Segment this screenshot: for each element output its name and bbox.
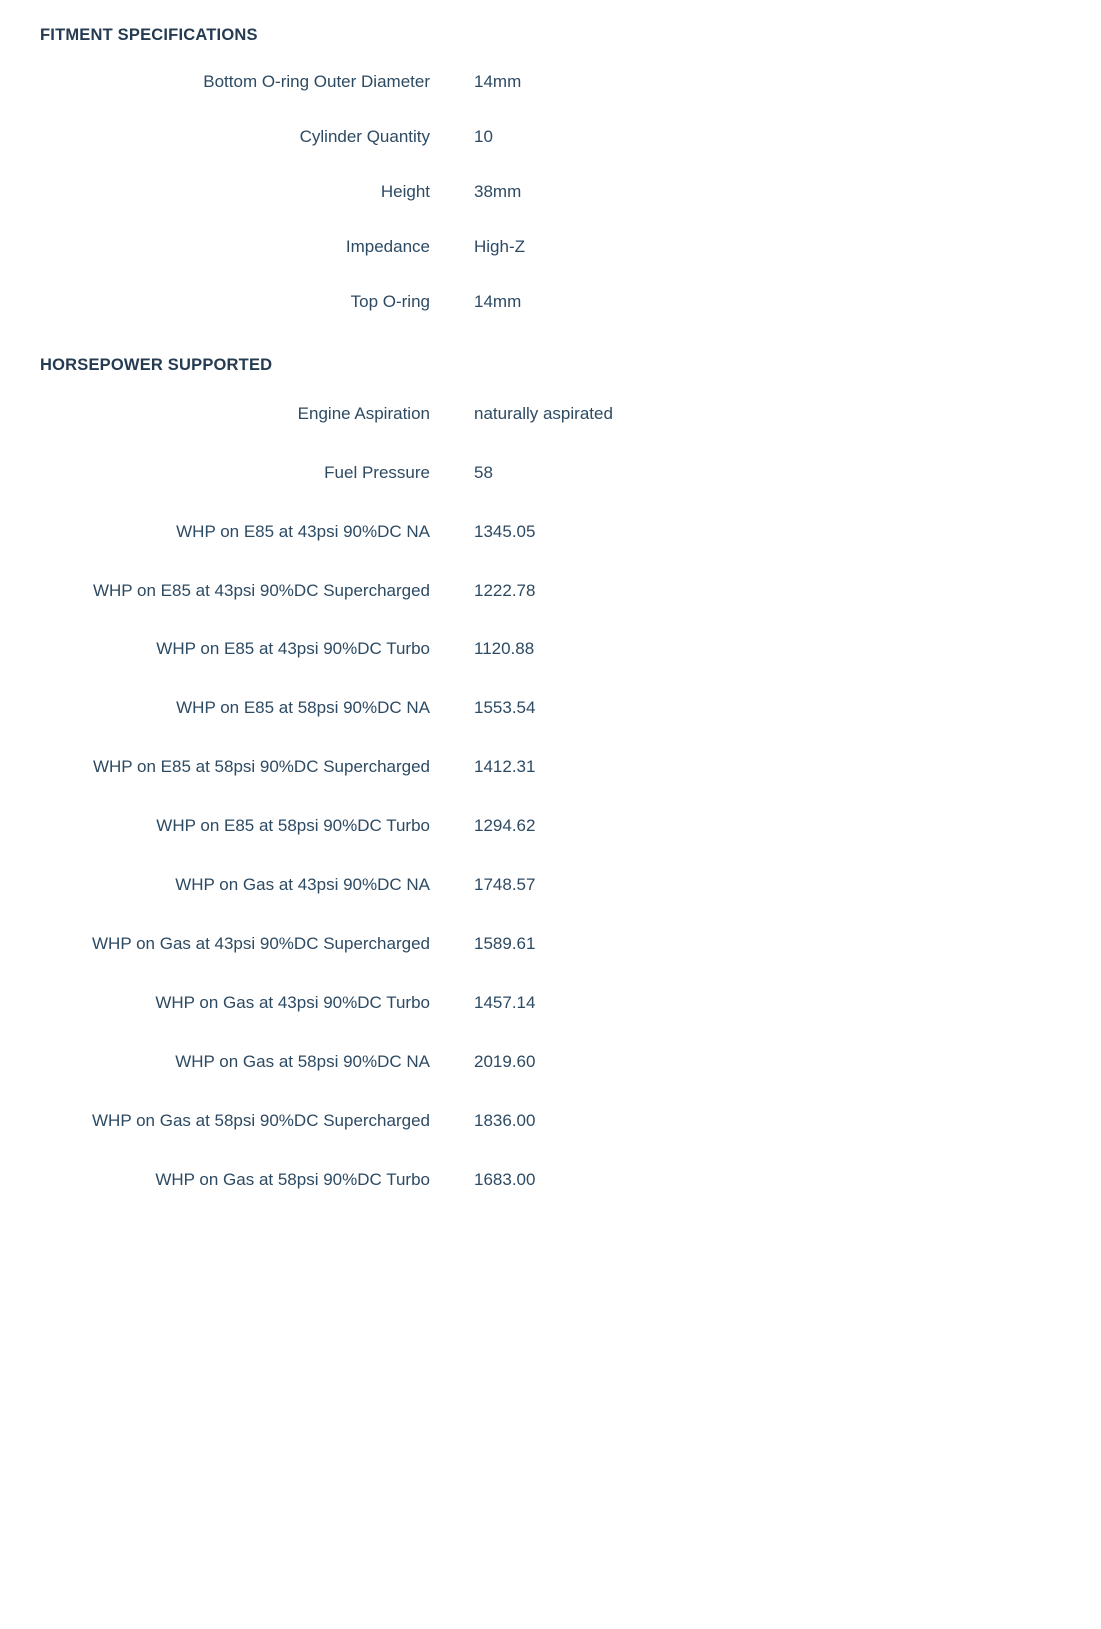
spec-label: WHP on Gas at 58psi 90%DC NA	[175, 1052, 430, 1071]
spec-label: WHP on E85 at 58psi 90%DC NA	[176, 698, 430, 718]
spec-value: 1294.62	[474, 816, 536, 836]
spec-section	[0, 26, 1101, 330]
table-row	[0, 165, 1101, 220]
section-title: HORSEPOWER SUPPORTED	[40, 355, 273, 374]
spec-value: 1836.00	[474, 1110, 536, 1130]
spec-label: Engine Aspiration	[297, 403, 430, 423]
table-row	[0, 738, 1101, 797]
spec-label: WHP on Gas at 43psi 90%DC Turbo	[155, 993, 430, 1013]
table-row	[0, 1092, 1101, 1151]
spec-value: 1345.05	[474, 521, 536, 541]
spec-value: 1589.61	[474, 934, 536, 954]
spec-table	[0, 385, 1101, 1210]
spec-label: WHP on Gas at 43psi 90%DC Supercharged	[92, 934, 430, 954]
table-row	[0, 1151, 1101, 1210]
spec-table	[0, 55, 1101, 330]
spec-label: WHP on Gas at 58psi 90%DC Supercharged	[92, 1110, 430, 1130]
spec-value: naturally aspirated	[474, 403, 613, 423]
spec-label: WHP on E85 at 43psi 90%DC Supercharged	[92, 580, 430, 600]
table-row	[0, 220, 1101, 275]
spec-value: 14mm	[474, 291, 522, 311]
spec-sheet-page	[0, 26, 1101, 1210]
spec-label: WHP on E85 at 43psi 90%DC NA	[176, 521, 430, 541]
spec-value: 38mm	[474, 181, 522, 201]
table-row	[0, 444, 1101, 503]
spec-label: Height	[380, 181, 430, 201]
table-row	[0, 110, 1101, 165]
spec-value: 1120.88	[474, 639, 535, 659]
spec-value: 14mm	[474, 72, 522, 91]
spec-label: WHP on E85 at 58psi 90%DC Supercharged	[92, 757, 430, 777]
spec-value: 1222.78	[474, 580, 536, 600]
spec-value: 1457.14	[474, 993, 536, 1013]
table-row	[0, 1033, 1101, 1092]
spec-label: WHP on Gas at 43psi 90%DC NA	[175, 875, 430, 895]
spec-label: Bottom O-ring Outer Diameter	[203, 72, 430, 91]
spec-label: WHP on E85 at 43psi 90%DC Turbo	[156, 639, 430, 659]
spec-value: 58	[474, 462, 493, 482]
spec-label: Top O-ring	[350, 291, 430, 311]
spec-value: High-Z	[474, 236, 526, 256]
table-row	[0, 503, 1101, 562]
section-title: FITMENT SPECIFICATIONS	[40, 26, 258, 44]
table-row	[0, 915, 1101, 974]
table-row	[0, 55, 1101, 110]
spec-label: Fuel Pressure	[324, 462, 430, 482]
table-row	[0, 679, 1101, 738]
spec-label: Cylinder Quantity	[299, 126, 430, 146]
spec-value: 1683.00	[474, 1169, 536, 1189]
spec-label: WHP on Gas at 58psi 90%DC Turbo	[155, 1169, 430, 1189]
spec-label: Impedance	[345, 236, 430, 256]
spec-value: 1553.54	[474, 698, 536, 718]
spec-value: 2019.60	[474, 1052, 536, 1071]
table-row	[0, 620, 1101, 679]
spec-section	[0, 356, 1101, 1210]
spec-value: 10	[474, 126, 493, 146]
table-row	[0, 856, 1101, 915]
table-row	[0, 562, 1101, 621]
table-row	[0, 797, 1101, 856]
spec-value: 1412.31	[474, 757, 536, 777]
spec-sections	[0, 26, 1101, 1210]
spec-value: 1748.57	[474, 875, 536, 895]
table-row	[0, 385, 1101, 444]
spec-label: WHP on E85 at 58psi 90%DC Turbo	[156, 816, 430, 836]
table-row	[0, 974, 1101, 1033]
table-row	[0, 275, 1101, 330]
